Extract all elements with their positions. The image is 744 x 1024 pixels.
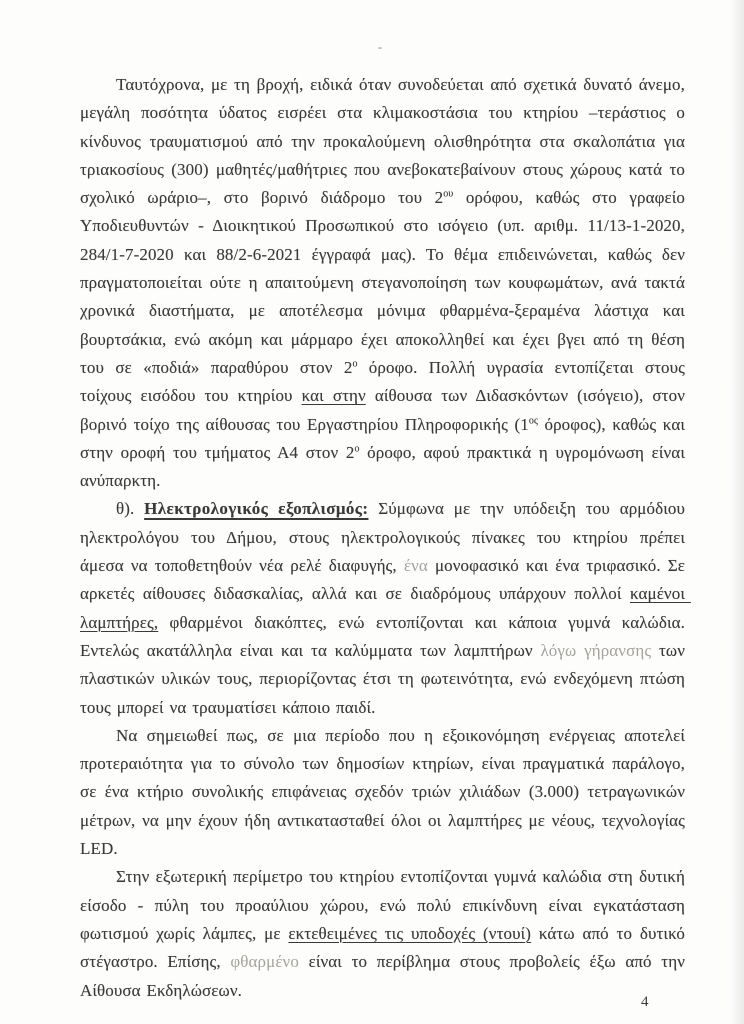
text-segment-underline: εκτεθειμένες τις υποδοχές (ντουί) xyxy=(288,923,532,943)
text-segment-normal: αίθουσα των Διδασκόντων (ισόγειο), στον βορινό τοίχο της αίθουσας του Εργαστηρίου Πληροφορικής (1 xyxy=(80,386,691,434)
text-segment-sup: ο xyxy=(352,358,358,370)
text-segment-underline: και στην xyxy=(301,386,366,406)
document-text-block xyxy=(80,71,691,1005)
text-segment-faded: λόγω γήρανσης xyxy=(540,640,652,660)
text-segment-normal: θ). xyxy=(116,499,145,519)
paragraph xyxy=(80,495,691,721)
text-segment-normal: Να σημειωθεί πως, σε μια περίοδο που η εξοικονόμηση ενέργειας αποτελεί προτεραιότητα για το σύνολο των δημοσίων κτηρίων, είναι πραγματικά παράλογο, σε ένα κτήριο συνολικής επιφάνειας σχεδόν τριών χιλιάδων (3.000) τετραγωνικών μέτρων, να μην έχουν ήδη αντικατασταθεί όλοι οι λαμπτήρες με νέους, τεχνολογίας LED. xyxy=(80,725,691,859)
text-segment-normal: Ταυτόχρονα, με τη βροχή, ειδικά όταν συνοδεύεται από σχετικά δυνατό άνεμο, μεγάλη ποσότητα ύδατος εισρέει στα κλιμακοστάσια του κτηρίου –τεράστιος ο κίνδυνος τραυματισμού από την προκαλούμενη ολισθηρότητα στα σκαλοπάτια για τριακοσίους (300) μαθητές/μαθήτριες που ανεβοκατεβαίνουν στους χώρους κατά το σχολικό ωράριο–, στο βορινό διάδρομο του 2 xyxy=(80,75,691,208)
text-segment-normal: Στην εξωτερική περίμετρο του κτηρίου εντοπίζονται γυμνά καλώδια στη δυτική είσοδο - πύλη του προαύλιου χώρου, ενώ πολύ επικίνδυνη είναι εγκατάσταση φωτισμού χωρίς λάμπες, με xyxy=(80,867,691,943)
text-segment-sup: ου xyxy=(443,188,454,200)
text-segment-sup: ος xyxy=(528,414,538,426)
text-segment-normal: Σύμφωνα με την υπόδειξη του αρμόδιου ηλεκτρολόγου του Δήμου, στους ηλεκτρολογικούς πίνακες του κτηρίου πρέπει άμεσα να τοποθετηθούν νέα ρελέ διαφυγής, xyxy=(80,499,691,576)
page-number: 4 xyxy=(641,994,649,1010)
text-segment-normal: είναι το περίβλημα στους προβολείς έξω από την Αίθουσα Εκδηλώσεων. xyxy=(80,952,690,1000)
text-segment-normal: μονοφασικό και ένα τριφασικό. Σε αρκετές αίθουσες διδασκαλίας, αλλά και σε διαδρόμους υπάρχουν πολλοί xyxy=(80,556,691,604)
text-segment-normal: των πλαστικών υλικών τους, περιορίζοντας έτσι τη φωτεινότητα, ενώ ενδεχόμενη πτώση τους μπορεί να τραυματίσει κάποιο παιδί. xyxy=(80,640,691,717)
text-segment-normal: όροφο, αφού πρακτικά η υγρομόνωση είναι ανύπαρκτη. xyxy=(80,442,691,491)
text-segment-underline: καμένοι λαμπτήρες, xyxy=(80,584,691,632)
paragraph xyxy=(80,863,691,1004)
text-segment-normal: κάτω από το δυτικό στέγαστρο. Επίσης, xyxy=(80,923,691,972)
paragraph xyxy=(80,71,691,495)
scan-edge-shadow xyxy=(730,0,744,1024)
text-segment-sup: ο xyxy=(354,443,360,455)
text-segment-normal: ορόφου, καθώς στο γραφείο Υποδιευθυντών - Διοικητικού Προσωπικού στο ισόγειο (υπ. αριθμ. 11/13-1-2020, 284/1-7-2020 και 88/2-6-2021 έγγραφά μας). Το θέμα επιδεινώνεται, καθώς δεν πραγματοποιείται ούτε η απαιτούμενη στεγανοποίηση των κουφωμάτων, ανά τακτά χρονικά διαστήματα, με αποτέλεσμα μόνιμα φθαρμένα-ξεραμένα λάστιχα και βουρτσάκια, ενώ ακόμη και μάρμαρο έχει αποκολληθεί και έχει βγει από τη θέση του σε «ποδιά» παραθύρου στον 2 xyxy=(80,188,691,377)
text-segment-boldUnderline: Ηλεκτρολογικός εξοπλισμός: xyxy=(144,499,369,519)
text-segment-normal: φθαρμένοι διακόπτες, ενώ εντοπίζονται και κάποια γυμνά καλώδια. Εντελώς ακατάλληλα είναι και τα καλύμματα των λαμπτήρων xyxy=(80,612,691,660)
text-segment-faded: ένα xyxy=(403,556,428,576)
paragraph xyxy=(80,722,691,863)
text-segment-faded: φθαρμένο xyxy=(230,952,299,972)
text-segment-normal: όροφο. Πολλή υγρασία εντοπίζεται στους τοίχους εισόδου του κτηρίου xyxy=(80,357,691,406)
scan-speck xyxy=(378,47,382,49)
text-segment-normal: όροφος), καθώς και στην οροφή του τμήματος Α4 στον 2 xyxy=(80,414,691,462)
